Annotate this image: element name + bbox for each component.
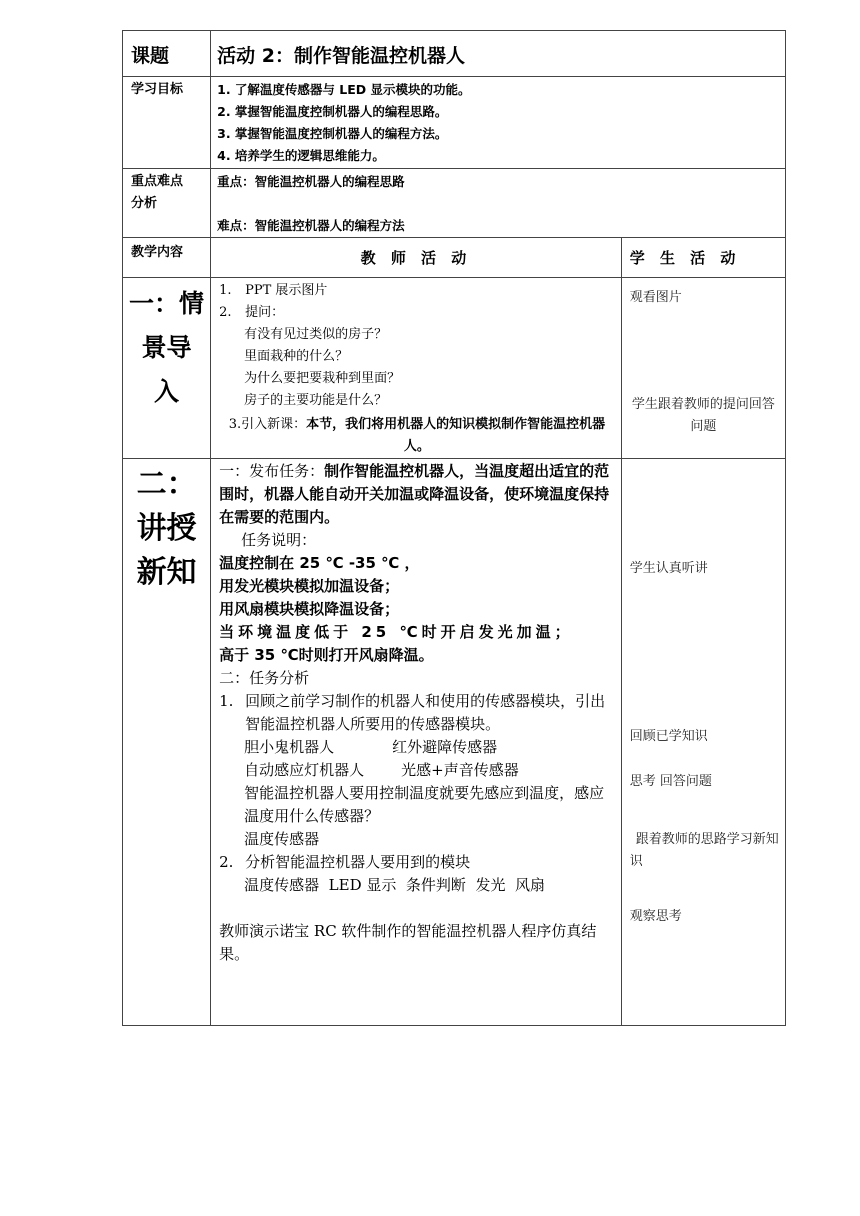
key-point: 重点：智能温控机器人的编程思路 xyxy=(217,174,405,189)
section2-title-cell xyxy=(123,459,211,1026)
analysis-label: 二：任务分析 xyxy=(219,669,310,687)
focus-cell xyxy=(211,169,786,238)
content-header: 教学内容 xyxy=(131,245,184,260)
question: 里面栽种的什么？ xyxy=(244,349,349,364)
question: 有没有见过类似的房子？ xyxy=(244,327,388,342)
task-desc-line: 用风扇模块模拟降温设备； xyxy=(219,600,400,618)
goals-label-cell xyxy=(123,77,211,169)
topic-title-cell xyxy=(211,31,786,77)
demo-text: 教师演示诺宝 RC 软件制作的智能温控机器人程序仿真结果。 xyxy=(219,922,597,963)
analysis-point: 分析智能温控机器人要用到的模块 xyxy=(245,853,471,871)
topic-title: 活动 2：制作智能温控机器人 xyxy=(217,45,465,67)
pair-row: 自动感应灯机器人 光感+声音传感器 xyxy=(244,761,519,779)
focus-label: 分析 xyxy=(131,196,158,211)
focus-label: 重点难点 xyxy=(131,174,184,189)
task-release: 一：发布任务：制作智能温控机器人，当温度超出适宜的范围时，机器人能自动开关加温或降温设备，使环境温度保持在需要的范围内。 xyxy=(219,462,610,526)
task-desc-line: 当环境温度低于 25 ℃时开启发光加温； xyxy=(219,623,574,641)
student-activity: 学生跟着教师的提问回答问题 xyxy=(631,397,775,434)
student-activity: 观看图片 xyxy=(629,290,682,305)
section1-teacher-cell: 1. PPT 展示图片 2. 提问： 有没有见过类似的房子？ 里面栽种的什么？ 为什么要把要栽种到里面？ 房子的主要功能是什么？ 3.引入新课：本节，我们将用机器人的知识模拟制作智能温控机器人。 xyxy=(211,278,622,459)
section1-title-cell xyxy=(123,278,211,459)
intro: 3.引入新课：本节，我们将用机器人的知识模拟制作智能温控机器人。 xyxy=(228,417,606,454)
section2-student-cell xyxy=(621,459,785,1026)
task-desc-label: 任务说明： xyxy=(241,531,317,549)
task-desc-line: 用发光模块模拟加温设备； xyxy=(219,577,400,595)
topic-label: 课题 xyxy=(131,45,170,67)
teacher-header: 教 师 活 动 xyxy=(360,249,472,267)
focus-row xyxy=(123,169,786,238)
difficulty: 难点：智能温控机器人的编程方法 xyxy=(217,218,405,233)
question: 房子的主要功能是什么？ xyxy=(244,393,388,408)
task-desc-line: 高于 35 ℃时则打开风扇降温。 xyxy=(219,646,434,664)
student-activity: 思考 回答问题 xyxy=(629,774,712,789)
goal-item: 4. 培养学生的逻辑思维能力。 xyxy=(217,148,385,163)
section1-title: 一：情 景导 入 xyxy=(129,289,205,406)
lesson-plan-table xyxy=(122,30,786,1026)
section2-row xyxy=(123,459,786,1026)
analysis-question: 智能温控机器人要用控制温度就要先感应到温度，感应温度用什么传感器？ xyxy=(244,784,605,825)
question: 为什么要把要栽种到里面？ xyxy=(244,371,401,386)
student-activity: 回顾已学知识 xyxy=(629,729,708,744)
teacher-step: PPT 展示图片 xyxy=(245,283,328,298)
teacher-step: 提问： xyxy=(245,305,285,320)
section1-row xyxy=(123,278,786,459)
goals-row xyxy=(123,77,786,169)
pair-row: 胆小鬼机器人 红外避障传感器 xyxy=(244,738,498,756)
analysis-answer: 温度传感器 xyxy=(244,830,320,848)
student-header-cell xyxy=(621,238,785,278)
goal-item: 3. 掌握智能温度控制机器人的编程方法。 xyxy=(217,126,448,141)
student-activity: 跟着教师的思路学习新知识 xyxy=(629,832,779,869)
column-header-row xyxy=(123,238,786,278)
section2-title: 二： 讲授 新知 xyxy=(136,467,197,590)
student-header: 学 生 活 动 xyxy=(629,249,741,267)
focus-label-cell xyxy=(123,169,211,238)
topic-label-cell xyxy=(123,31,211,77)
goals-label: 学习目标 xyxy=(131,82,184,97)
goals-cell xyxy=(211,77,786,169)
goal-item: 2. 掌握智能温度控制机器人的编程思路。 xyxy=(217,104,448,119)
content-header-cell xyxy=(123,238,211,278)
module-list: 温度传感器 LED 显示 条件判断 发光 风扇 xyxy=(244,876,545,894)
section2-teacher-cell: 一：发布任务：制作智能温控机器人，当温度超出适宜的范围时，机器人能自动开关加温或降温设备，使环境温度保持在需要的范围内。 任务说明： 温度控制在 25 ℃ -35 ℃ ， 用发光模块模拟加温设备； 用风扇模块模拟降温设备； 当环境温度低于 25 ℃时开启发光加温； 高于 35 ℃时则打开风扇降温。 二：任务分析 1. 回顾之前学习制作的机器人和使用的传感器模块，引出智能温控机器人所要用的传感器模块。 胆小鬼机器人 红外避障传感器 自动感应灯机器人 光感+声音传感器 智能温控机器人要用控制温度就要先感应到温度，感应温度用什么传感器？ 温度传感器 2. 分析智能温控机器人要用到的模块 温度传感器 LED 显示 条件判断 发光 风扇 教师演示诺宝 RC 软件制作的智能温控机器人程序仿真结果。 xyxy=(211,459,622,1026)
goal-item: 1. 了解温度传感器与 LED 显示模块的功能。 xyxy=(217,82,471,97)
analysis-point: 回顾之前学习制作的机器人和使用的传感器模块，引出智能温控机器人所要用的传感器模块。 xyxy=(245,692,606,733)
topic-row xyxy=(123,31,786,77)
section1-student-cell xyxy=(621,278,785,459)
student-activity: 观察思考 xyxy=(629,909,682,924)
teacher-header-cell xyxy=(211,238,622,278)
student-activity: 学生认真听讲 xyxy=(629,561,708,576)
task-desc-line: 温度控制在 25 ℃ -35 ℃ ， xyxy=(219,554,420,572)
